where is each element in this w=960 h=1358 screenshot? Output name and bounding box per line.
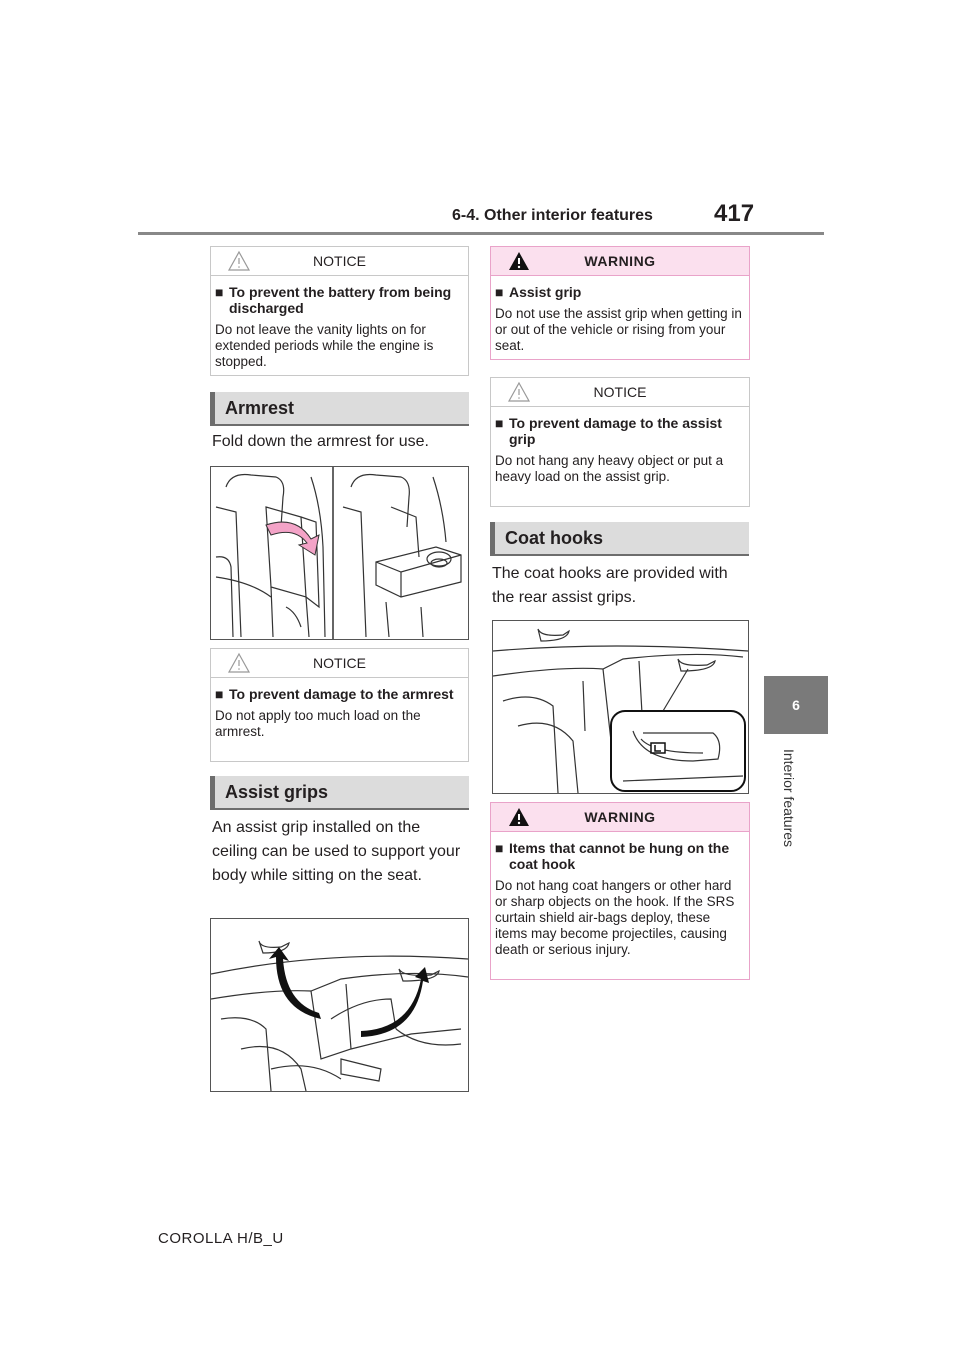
- assist-grips-heading: Assist grips: [210, 776, 469, 810]
- armrest-intro: Fold down the armrest for use.: [212, 433, 429, 450]
- assist-grips-illustration: [210, 918, 469, 1092]
- assist-grips-diagram: [211, 919, 468, 1091]
- chapter-label-text: Interior features: [781, 748, 797, 848]
- notice-triangle-icon: [227, 652, 251, 674]
- notice-header: [211, 649, 468, 678]
- notice-text: Do not leave the vanity lights on for extended periods while the engine is stopped.: [215, 322, 434, 369]
- bullet-square-icon: ■: [495, 840, 504, 856]
- warning-title: ■ Items that cannot be hung on the coat hook: [495, 840, 730, 872]
- notice-title: ■ To prevent damage to the armrest: [215, 686, 454, 702]
- warning-header: [491, 803, 749, 832]
- warning-assist-grip-box: [490, 246, 750, 360]
- notice-label: NOTICE: [593, 384, 647, 400]
- notice-armrest-box: [210, 648, 469, 762]
- chapter-label: [760, 740, 800, 870]
- notice-header: [491, 378, 749, 407]
- bullet-square-icon: ■: [495, 415, 504, 431]
- notice-title: ■ To prevent damage to the assist grip: [495, 415, 722, 447]
- page-number: 417: [714, 200, 755, 227]
- notice-triangle-icon: [227, 250, 251, 272]
- footer-model: COROLLA H/B_U: [158, 1230, 284, 1247]
- warning-coat-hook-box: [490, 802, 750, 980]
- notice-label: NOTICE: [313, 253, 366, 269]
- notice-label: NOTICE: [313, 655, 366, 671]
- warning-triangle-icon: [507, 806, 531, 828]
- warning-label: WARNING: [584, 809, 656, 825]
- notice-text: Do not apply too much load on the armrest.: [215, 708, 421, 739]
- warning-label: WARNING: [584, 253, 656, 269]
- warning-header: [491, 247, 749, 276]
- chapter-tab: 6: [764, 676, 828, 734]
- armrest-diagram: [211, 467, 468, 639]
- notice-triangle-icon: [507, 381, 531, 403]
- header-divider: [138, 232, 824, 235]
- warning-text: Do not use the assist grip when getting in or out of the vehicle or rising from your seat.: [495, 306, 742, 353]
- notice-title: ■ To prevent the battery from being discharged: [215, 284, 452, 316]
- notice-assist-grip-box: [490, 377, 750, 507]
- notice-text: Do not hang any heavy object or put a heavy load on the assist grip.: [495, 453, 724, 484]
- warning-title: ■ Assist grip: [495, 284, 582, 300]
- coat-hooks-heading: Coat hooks: [490, 522, 749, 556]
- armrest-heading: Armrest: [210, 392, 469, 426]
- bullet-square-icon: ■: [215, 686, 224, 702]
- notice-battery-box: [210, 246, 469, 376]
- section-title: 6-4. Other interior features: [452, 207, 653, 224]
- coat-hooks-illustration: [492, 620, 749, 794]
- coat-hooks-intro: The coat hooks are provided with the rear assist grips.: [492, 565, 728, 606]
- assist-grips-intro: An assist grip installed on the ceiling can be used to support your body while sitting on the seat.: [212, 819, 461, 884]
- coat-hooks-diagram: [493, 621, 748, 793]
- bullet-square-icon: ■: [495, 284, 504, 300]
- bullet-square-icon: ■: [215, 284, 224, 300]
- armrest-illustration: [210, 466, 469, 640]
- notice-header: [211, 247, 468, 276]
- warning-text: Do not hang coat hangers or other hard or sharp objects on the hook. If the SRS curtain shield air-bags deploy, these items may become projectiles, causing death or serious injury.: [495, 878, 735, 957]
- warning-triangle-icon: [507, 250, 531, 272]
